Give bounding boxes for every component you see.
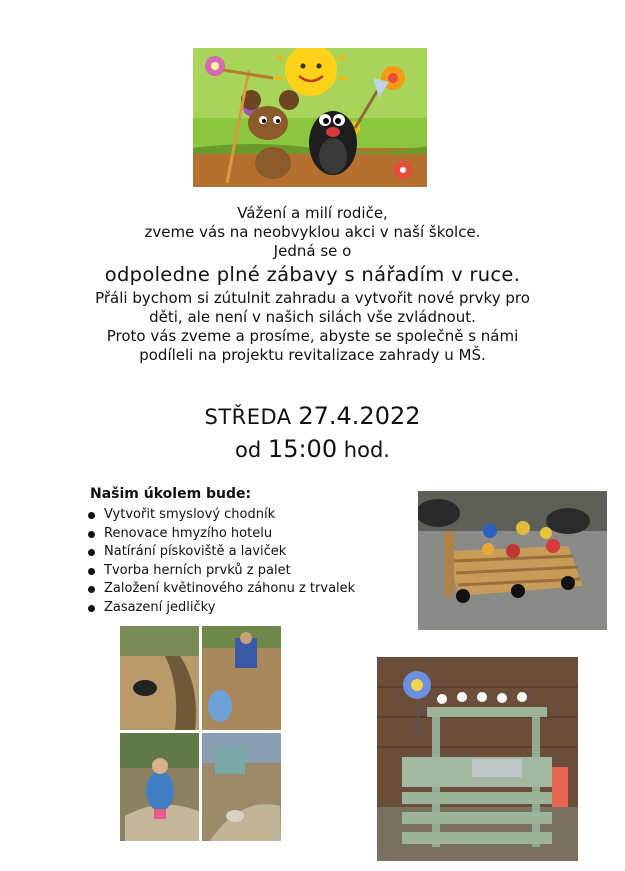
time-suffix: hod.: [343, 438, 390, 462]
intro-line: zveme vás na neobvyklou akci v naší školce.: [144, 223, 481, 241]
list-item: Zasazení jedličky: [88, 599, 418, 618]
event-datetime: [0, 400, 625, 466]
event-time: 15:00: [267, 435, 338, 463]
headline: odpoledne plné zábavy s nářadím v ruce.: [104, 263, 521, 286]
invitation-text: [0, 204, 625, 365]
event-date-line: [0, 400, 625, 433]
list-item: Založení květinového záhonu z trvalek: [88, 580, 418, 599]
sensory-path-collage: [120, 626, 281, 841]
intro-line: podíleli na projektu revitalizace zahrady u MŠ.: [139, 346, 486, 364]
hero-illustration: [193, 48, 427, 187]
list-item: Renovace hmyzího hotelu: [88, 525, 418, 544]
event-day: STŘEDA: [204, 405, 292, 429]
mud-kitchen-photo: [377, 657, 578, 861]
intro-line: Přáli bychom si zútulnit zahradu a vytvořit nové prvky pro: [95, 289, 530, 307]
time-prefix: od: [235, 438, 262, 462]
list-item: Tvorba herních prvků z palet: [88, 562, 418, 581]
intro-line: Proto vás zveme a prosíme, abyste se společně s námi: [106, 327, 519, 345]
list-item: Vytvořit smyslový chodník: [88, 506, 418, 525]
list-item: Natírání pískoviště a laviček: [88, 543, 418, 562]
task-list: [88, 486, 418, 617]
greeting: Vážení a milí rodiče,: [237, 204, 388, 222]
intro-line: Jedná se o: [273, 242, 352, 260]
intro-line: děti, ale není v našich silách vše zvládnout.: [149, 308, 476, 326]
event-date: 27.4.2022: [298, 402, 421, 430]
task-list-title: Našim úkolem bude:: [90, 486, 252, 502]
pallet-toy-photo: [418, 491, 607, 630]
event-time-line: [0, 433, 625, 466]
